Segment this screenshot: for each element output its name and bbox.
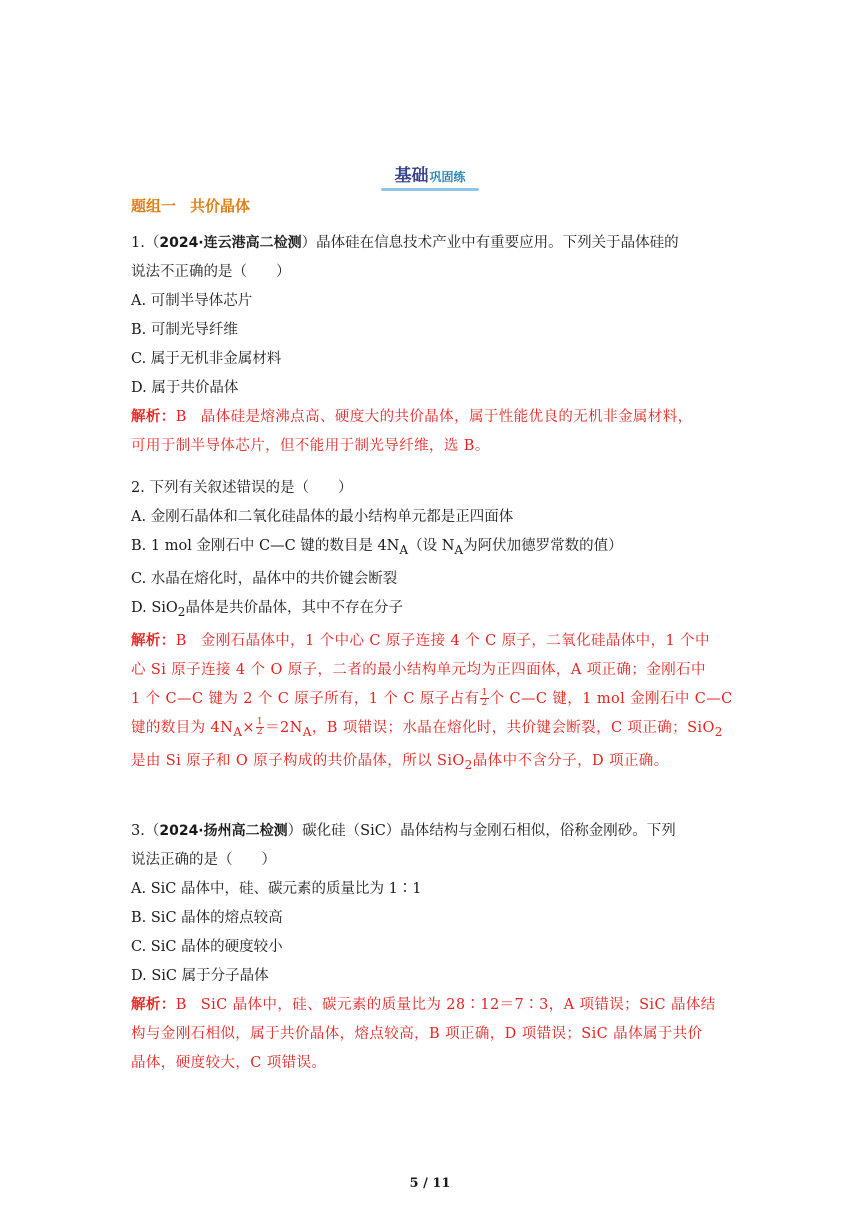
q1-option-d: D. 属于共价晶体 [131, 380, 239, 396]
banner-main: 基础 [394, 166, 429, 186]
q2-option-a: A. 金刚石晶体和二氧化硅晶体的最小结构单元都是正四面体 [131, 509, 514, 525]
q2-analysis: 解析：B 金刚石晶体中，1 个中心 C 原子连接 4 个 C 原子，二氧化硅晶体中，1 个中 心 Si 原子连接 4 个 O 原子，二者的最小结构单元均为正四面体，A 项正确；金刚石中 1 个 C—C 键为 2 个 C 原子所有，1 个 C 原子占有 $\frac{1}{2}$ 个 C—C 键，1 mol 金刚石中 C—C 键的数目为 $4N_A\times$ $\frac{1}{2}$ $=2N_A$，B 项错误；水晶在熔化时，共价键会断裂，C 项正确；SiO$_2$ 是由 Si 原子和 O 原子构成的共价晶体，所以 SiO$_2$晶体中不含分子，D 项正确。 [131, 632, 733, 772]
q2-option-d: D. SiO$_2$晶体是共价晶体，其中不存在分子 [131, 599, 403, 619]
q1-answer-key: B [175, 409, 187, 425]
q3-option-b: B. SiC 晶体的熔点较高 [131, 910, 283, 926]
page-number: 5 / 11 [409, 1176, 451, 1191]
banner-sub: 巩固练 [429, 170, 466, 184]
section-banner [0, 161, 860, 191]
question-3 [131, 817, 731, 1078]
q2-stem: 2. 下列有关叙述错误的是（ ） [131, 480, 353, 496]
q1-analysis: 解析：B 晶体硅是熔沸点高、硬度大的共价晶体，属于性能优良的无机非金属材料， 可用于制半导体芯片，但不能用于制光导纤维，选 B。 [131, 409, 693, 454]
q2-answer-key: B [175, 632, 187, 649]
group-number: 题组一 [131, 197, 177, 215]
q1-option-a: A. 可制半导体芯片 [131, 293, 253, 309]
q1-stem-line1: 1.（2024·连云港高二检测）晶体硅在信息技术产业中有重要应用。下列关于晶体硅的 [131, 235, 679, 251]
q2-option-b: B. 1 mol 金刚石中 C—C 键的数目是 $4N_A$（设 $N_A$为阿伏加德罗常数的值） [131, 538, 623, 557]
q3-analysis: 解析：B SiC 晶体中，硅、碳元素的质量比为 28∶12＝7∶3，A 项错误；SiC 晶体结 构与金刚石相似，属于共价晶体，熔点较高，B 项正确，D 项错误；SiC 晶体属于共价 晶体，硬度较大，C 项错误。 [131, 997, 716, 1071]
q1-source: 2024·连云港高二检测 [159, 235, 302, 251]
q1-option-b: B. 可制光导纤维 [131, 322, 238, 338]
q3-stem-line2: 说法正确的是（ ） [131, 852, 276, 868]
q3-option-d: D. SiC 属于分子晶体 [131, 968, 269, 984]
q3-option-a: A. SiC 晶体中，硅、碳元素的质量比为 1∶1 [131, 881, 422, 897]
q3-source: 2024·扬州高二检测 [159, 823, 288, 839]
fraction-one-half: $\frac{1}{2}$ [256, 717, 264, 738]
q3-option-c: C. SiC 晶体的硬度较小 [131, 939, 283, 955]
q1-option-c: C. 属于无机非金属材料 [131, 351, 282, 367]
q1-stem-line2: 说法不正确的是（ ） [131, 264, 291, 280]
question-2 [131, 474, 731, 780]
fraction-one-half: $\frac{1}{2}$ [481, 688, 488, 709]
group-title: 共价晶体 [190, 197, 251, 215]
q2-option-c: C. 水晶在熔化时，晶体中的共价键会断裂 [131, 570, 398, 587]
group-heading [131, 195, 250, 216]
banner-underline [381, 188, 479, 191]
question-1 [131, 229, 731, 461]
q3-stem-line1: 3.（2024·扬州高二检测）碳化硅（SiC）晶体结构与金刚石相似，俗称金刚砂。下列 [131, 823, 676, 839]
q3-answer-key: B [175, 997, 187, 1013]
